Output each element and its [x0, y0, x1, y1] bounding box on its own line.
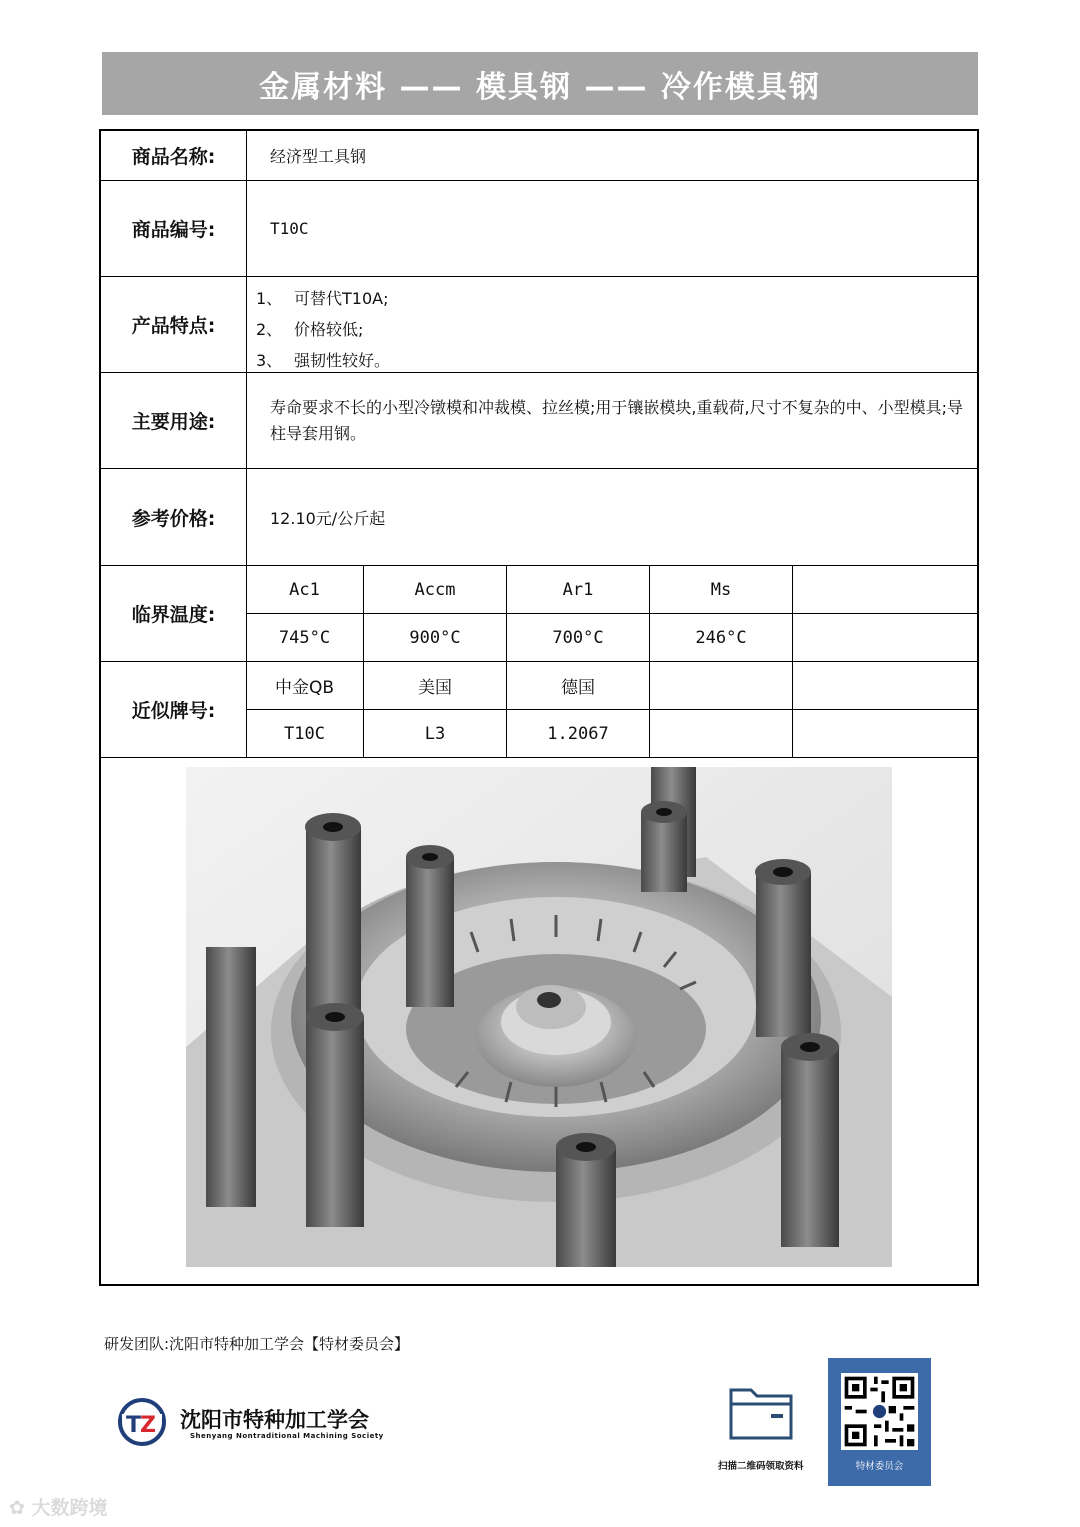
- grade-header: 中金QB: [246, 662, 364, 710]
- qr-code-card[interactable]: [828, 1358, 931, 1486]
- society-name-en: Shenyang Nontraditional Machining Society: [190, 1432, 384, 1440]
- usage-value: 寿命要求不长的小型冷镦模和冲裁模、拉丝模;用于镶嵌模块,重载荷,尺寸不复杂的中、小型模具;导柱导套用钢。: [270, 397, 963, 443]
- row-grades: [101, 662, 977, 758]
- watermark: ✿ 大数跨境: [9, 1497, 108, 1519]
- folder-icon: [727, 1380, 797, 1446]
- grade-value: [793, 710, 977, 758]
- row-price: [101, 469, 977, 566]
- features-list: [256, 283, 390, 376]
- usage-label: 主要用途:: [101, 373, 247, 468]
- temp-header: Ms: [650, 566, 793, 614]
- name-label: 商品名称:: [101, 131, 247, 180]
- grade-value: [650, 710, 793, 758]
- feature-item: 3、 强韧性较好。: [256, 351, 391, 370]
- row-name: [101, 131, 977, 181]
- temp-value: 745°C: [246, 614, 364, 662]
- grade-header: [793, 662, 977, 710]
- society-name: 沈阳市特种加工学会: [180, 1408, 369, 1432]
- critical-temp-label: 临界温度:: [101, 566, 247, 661]
- temp-value: 246°C: [650, 614, 793, 662]
- temp-header: Accm: [364, 566, 507, 614]
- product-photo: [186, 767, 892, 1267]
- feature-item: 2、 价格较低;: [256, 320, 364, 339]
- temp-value: [793, 614, 977, 662]
- page-title-banner: [102, 52, 978, 115]
- code-label: 商品编号:: [101, 181, 247, 276]
- feature-item: 1、 可替代T10A;: [256, 289, 389, 308]
- temp-header: Ar1: [507, 566, 650, 614]
- grade-header: [650, 662, 793, 710]
- product-spec-table: [99, 129, 979, 1286]
- page-title: 金属材料 —— 模具钢 —— 冷作模具钢: [259, 69, 821, 105]
- price-value: 12.10元/公斤起: [270, 508, 386, 528]
- grades-label: 近似牌号:: [101, 662, 247, 757]
- grade-value: 1.2067: [507, 710, 650, 758]
- temp-value: 900°C: [364, 614, 507, 662]
- row-usage: [101, 373, 977, 469]
- temp-value: 700°C: [507, 614, 650, 662]
- temp-header: Ac1: [246, 566, 364, 614]
- temp-header: [793, 566, 977, 614]
- features-label: 产品特点:: [101, 277, 247, 372]
- name-value: 经济型工具钢: [270, 147, 367, 166]
- research-team-credit: 研发团队:沈阳市特种加工学会【特材委员会】: [104, 1335, 410, 1353]
- row-critical-temp: [101, 566, 977, 662]
- watermark-icon: ✿: [9, 1497, 32, 1519]
- code-value: T10C: [270, 219, 309, 238]
- critical-temp-grid: [246, 566, 977, 661]
- svg-text:Z: Z: [140, 1413, 156, 1438]
- grade-header: 美国: [364, 662, 507, 710]
- grade-value: T10C: [246, 710, 364, 758]
- grade-value: L3: [364, 710, 507, 758]
- svg-text:T: T: [126, 1413, 142, 1438]
- qr-label: 特材委员会: [855, 1461, 904, 1472]
- row-code: [101, 181, 977, 277]
- row-features: [101, 277, 977, 373]
- qr-code-icon: [841, 1373, 918, 1450]
- scan-qr-caption: 扫描二维码领取资料: [718, 1461, 804, 1472]
- grades-grid: [246, 662, 977, 757]
- grade-header: 德国: [507, 662, 650, 710]
- price-label: 参考价格:: [101, 469, 247, 565]
